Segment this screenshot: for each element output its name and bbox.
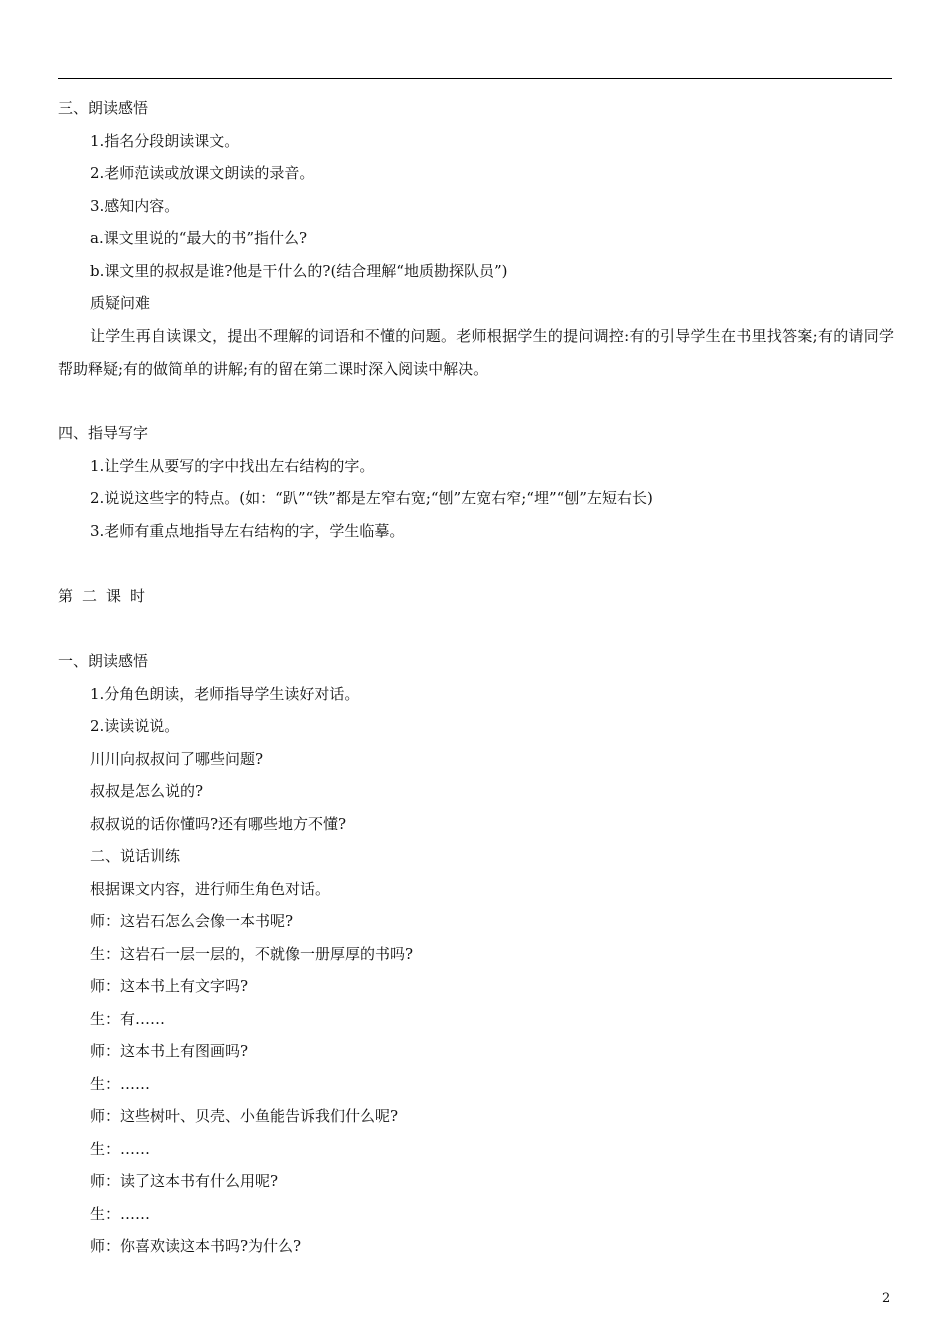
dialogue-line: 生：……	[90, 1075, 151, 1093]
list-item: 质疑问难	[90, 294, 151, 312]
list-item: 1.让学生从要写的字中找出左右结构的字。	[90, 457, 375, 475]
list-item: 叔叔说的话你懂吗?还有哪些地方不懂?	[90, 815, 347, 833]
paragraph: 让学生再自读课文，提出不理解的词语和不懂的问题。老师根据学生的提问调控:有的引导学生在书里找答案;有的请同学帮助释疑;有的做简单的讲解;有的留在第二课时深入阅读中解决。	[58, 327, 894, 378]
dialogue-line: 师：你喜欢读这本书吗?为什么?	[90, 1237, 302, 1255]
list-item: 2.老师范读或放课文朗读的录音。	[90, 164, 315, 182]
dialogue-line: 生：……	[90, 1140, 151, 1158]
section-heading: 三、朗读感悟	[58, 99, 149, 117]
lesson-title: 第二课时	[58, 587, 155, 605]
list-item: b.课文里的叔叔是谁?他是干什么的?(结合理解“地质勘探队员”)	[90, 262, 508, 280]
section-heading: 四、指导写字	[58, 424, 149, 442]
list-item: 3.感知内容。	[90, 197, 180, 215]
list-item: 2.说说这些字的特点。(如：“趴”“铁”都是左窄右宽;“刨”左宽右窄;“埋”“刨”左短右长)	[90, 489, 653, 507]
dialogue-line: 师：这本书上有图画吗?	[90, 1042, 249, 1060]
list-item: 根据课文内容，进行师生角色对话。	[90, 880, 331, 898]
list-item: 1.分角色朗读，老师指导学生读好对话。	[90, 685, 360, 703]
dialogue-line: 师：这本书上有文字吗?	[90, 977, 249, 995]
list-item: a.课文里说的“最大的书”指什么?	[90, 229, 308, 247]
list-item: 2.读读说说。	[90, 717, 180, 735]
dialogue-line: 师：这些树叶、贝壳、小鱼能告诉我们什么呢?	[90, 1107, 399, 1125]
section-heading: 一、朗读感悟	[58, 652, 149, 670]
subsection-heading: 二、说话训练	[90, 847, 181, 865]
list-item: 川川向叔叔问了哪些问题?	[90, 750, 264, 768]
list-item: 3.老师有重点地指导左右结构的字，学生临摹。	[90, 522, 405, 540]
dialogue-line: 生：有……	[90, 1010, 166, 1028]
page-number: 2	[882, 1291, 891, 1306]
list-item: 1.指名分段朗读课文。	[90, 132, 240, 150]
dialogue-line: 生：……	[90, 1205, 151, 1223]
dialogue-line: 生：这岩石一层一层的，不就像一册厚厚的书吗?	[90, 945, 414, 963]
dialogue-line: 师：这岩石怎么会像一本书呢?	[90, 912, 294, 930]
header-rule	[58, 78, 892, 79]
dialogue-line: 师：读了这本书有什么用呢?	[90, 1172, 279, 1190]
list-item: 叔叔是怎么说的?	[90, 782, 204, 800]
